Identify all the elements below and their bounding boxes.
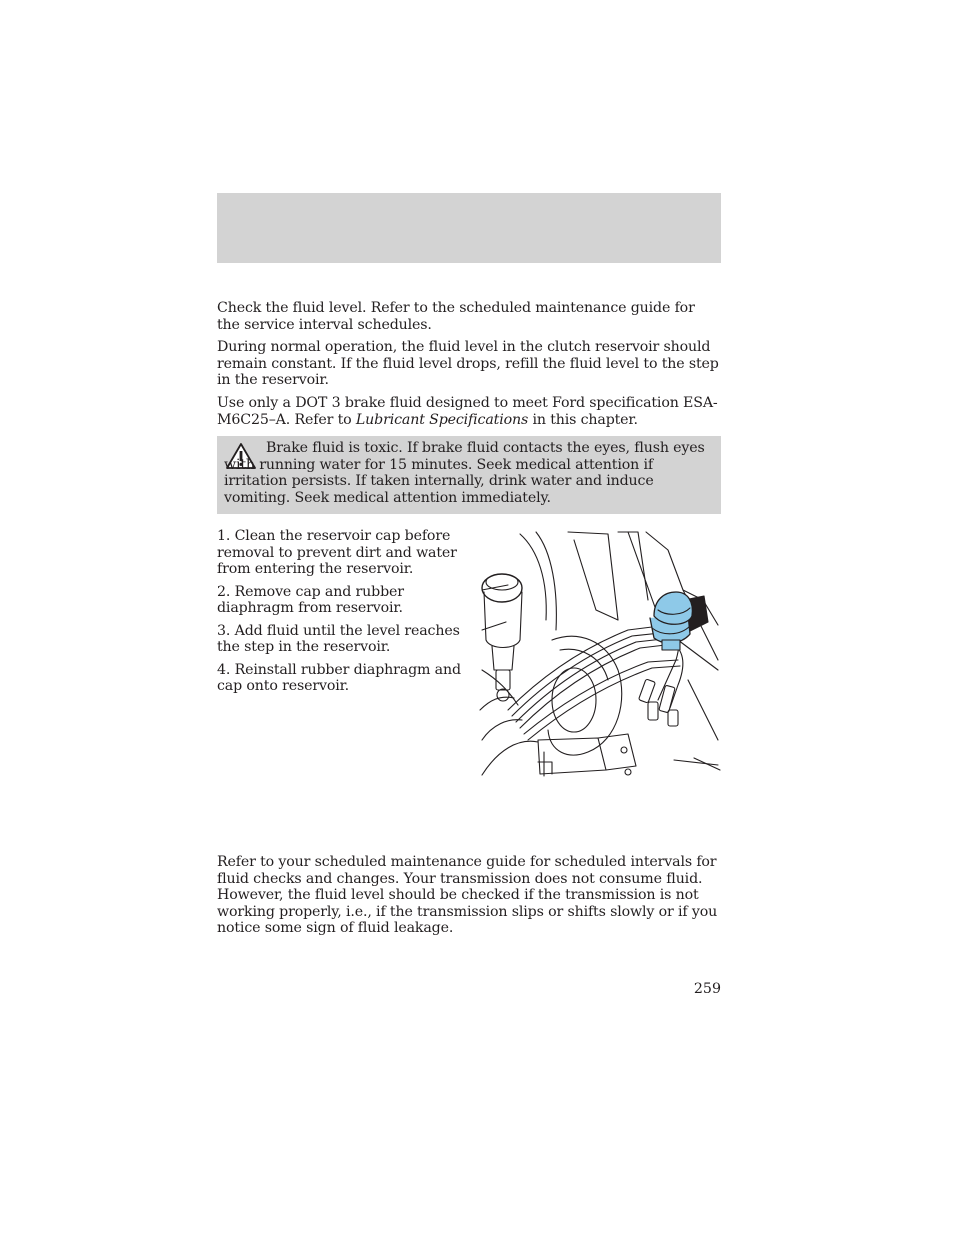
step-3: 3. Add fluid until the level reaches the step in the reservoir. [217, 622, 460, 655]
intro-paragraph-1: Check the fluid level. Refer to the scheduled maintenance guide for the service interval schedules. [217, 300, 695, 333]
page-number: 259 [693, 981, 721, 997]
warning-text [224, 440, 712, 506]
step-2: 2. Remove cap and rubber diaphragm from reservoir. [217, 583, 404, 616]
procedure-steps [217, 528, 462, 701]
step-1: 1. Clean the reservoir cap before removal to prevent dirt and water from entering the reservoir. [217, 528, 457, 577]
lubricant-specifications-reference: Lubricant Specifications [355, 411, 529, 428]
clutch-reservoir-illustration [478, 530, 722, 778]
chapter-reference-text: in this chapter. [528, 411, 638, 428]
section-header-band [217, 193, 721, 263]
warning-message: Brake fluid is toxic. If brake fluid contacts the eyes, flush eyes with running water for 15 minutes. Seek medical attention if irritation persists. If taken internally, drink water and induce vomiting. Seek medical attention immediately. [224, 440, 705, 506]
step-4: 4. Reinstall rubber diaphragm and cap onto reservoir. [217, 661, 461, 694]
transmission-fluid-paragraph: Refer to your scheduled maintenance guide for scheduled intervals for fluid checks and changes. Your transmission does not consume fluid. However, the fluid level should be checked if the transmission is not working properly, i.e., if the transmission slips or shifts slowly or if you notice some sign of fluid leakage. [217, 854, 718, 936]
warning-box [217, 436, 721, 514]
intro-paragraph-3 [217, 395, 721, 428]
fluid-spec-text: Use only a DOT 3 brake fluid designed to meet Ford specification ESA-M6C25–A. Refer to [217, 395, 718, 428]
intro-paragraph-2: During normal operation, the fluid level in the clutch reservoir should remain constant. If the fluid level drops, refill the fluid level to the step in the reservoir. [217, 339, 719, 388]
